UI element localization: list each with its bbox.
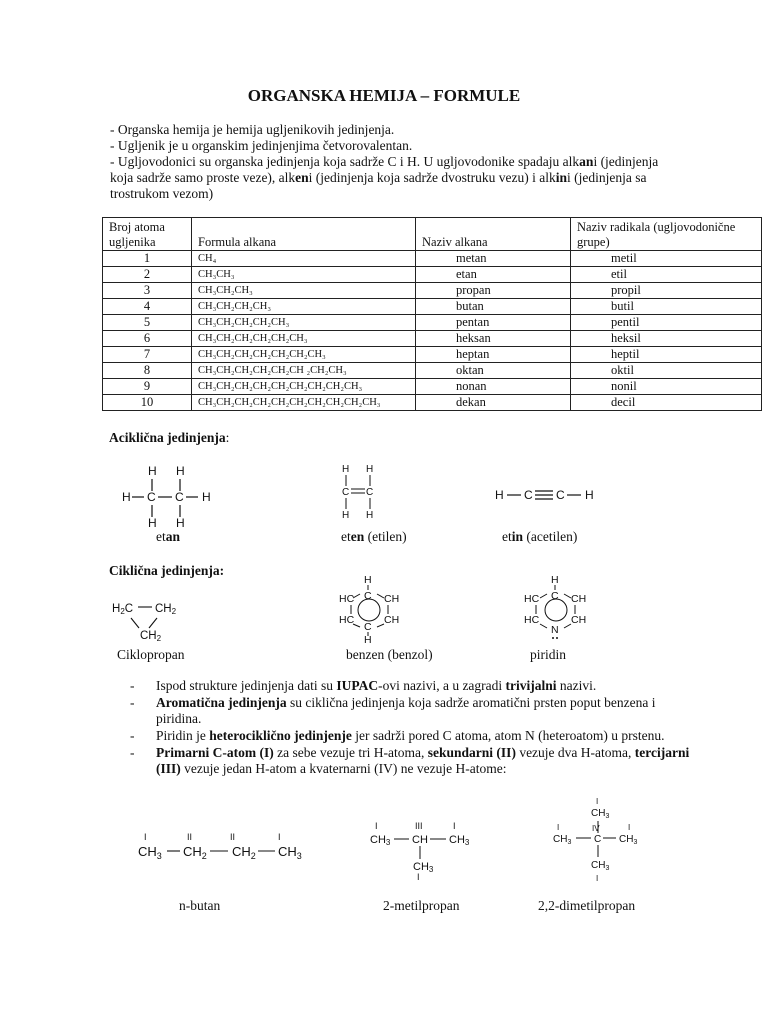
svg-text:CH3: $CH_3$ <box>553 834 572 846</box>
svg-text:H: H <box>366 510 374 521</box>
cyclic-heading: Ciklična jedinjenja: <box>109 563 225 578</box>
formula-cell: CH₄ <box>192 251 416 267</box>
cyclopropane-label: Ciklopropan <box>117 647 185 662</box>
svg-text:H2C: H2C <box>112 603 134 616</box>
table-row <box>103 379 762 395</box>
alkane-name-cell: pentan <box>416 315 571 331</box>
svg-text:IV: IV <box>592 824 600 833</box>
n-butane-structure <box>138 832 302 861</box>
carbon-count-cell: 9 <box>103 379 192 395</box>
carbon-count-cell: 1 <box>103 251 192 267</box>
svg-text:CH3: $CH_3$ <box>619 834 638 846</box>
svg-text:CH2: $CH_2$ <box>183 844 207 861</box>
radical-name-cell: metil <box>571 251 762 267</box>
svg-text:CH2: CH2 <box>155 603 177 616</box>
formula-cell: CH₃CH₂CH₂CH₂CH₂CH₂CH₃ <box>192 347 416 363</box>
cyclic-structures <box>105 572 635 650</box>
header-alkane-name: Naziv alkana <box>416 218 571 251</box>
radical-name-cell: oktil <box>571 363 762 379</box>
svg-text:CH3: $CH_3$ <box>278 844 302 861</box>
svg-text:HC: HC <box>524 614 540 626</box>
carbon-count-cell: 5 <box>103 315 192 331</box>
table-row <box>103 315 762 331</box>
svg-text:I: I <box>417 872 420 882</box>
alkane-name-cell: etan <box>416 267 571 283</box>
svg-text:CH3: $CH_3$ <box>138 844 162 861</box>
methylpropane-label: 2-metilpropan <box>383 898 460 913</box>
svg-text:I: I <box>453 821 456 831</box>
svg-text:I: I <box>596 797 599 806</box>
formula-cell: CH₃CH₂CH₂CH₂CH₂CH ₂CH₂CH₃ <box>192 363 416 379</box>
svg-text:H: H <box>342 464 350 475</box>
carbon-count-cell: 2 <box>103 267 192 283</box>
pyridine-structure <box>524 574 586 639</box>
svg-text:C: C <box>524 488 533 502</box>
ethene-structure <box>342 464 373 521</box>
alkane-name-cell: butan <box>416 299 571 315</box>
ethane-structure <box>122 464 211 530</box>
n-butane-label: n-butan <box>179 898 221 913</box>
pyridine-label: piridin <box>530 647 566 662</box>
radical-name-cell: etil <box>571 267 762 283</box>
formula-cell: CH₃CH₃ <box>192 267 416 283</box>
svg-text:H: H <box>176 516 185 530</box>
table-row <box>103 283 762 299</box>
svg-text:HC: HC <box>524 593 540 605</box>
page-title: ORGANSKA HEMIJA – FORMULE <box>247 86 521 105</box>
dimethylpropane-structure <box>553 797 637 883</box>
carbon-count-cell: 6 <box>103 331 192 347</box>
carbon-count-cell: 10 <box>103 395 192 411</box>
header-radical-name: Naziv radikala (ugljovodonične grupe) <box>571 218 762 251</box>
benzene-structure <box>339 574 399 646</box>
header-carbon-count: Broj atoma ugljenika <box>103 218 192 251</box>
carbon-count-cell: 3 <box>103 283 192 299</box>
svg-text:I: I <box>557 823 560 832</box>
formula-cell: CH₃CH₂CH₂CH₂CH₂CH₂CH₂CH₂CH₂CH₃ <box>192 395 416 411</box>
acyclic-structures <box>110 460 670 530</box>
svg-text:C: C <box>594 834 602 845</box>
svg-text:HC: HC <box>339 593 355 605</box>
svg-text:C: C <box>175 490 184 504</box>
radical-name-cell: propil <box>571 283 762 299</box>
svg-text:CH3: CH3 <box>370 834 391 847</box>
svg-text:CH3: $CH_3$ <box>591 808 610 820</box>
note-aromatic: - Aromatična jedinjenja su ciklična jedinjenja koja sadrže aromatični prsten poput benzena i piridina. <box>130 695 690 727</box>
carbon-type-structures <box>130 795 690 885</box>
svg-text:CH: CH <box>412 834 428 846</box>
svg-text:C: C <box>551 590 559 602</box>
intro-line-3: - Ugljovodonici su organska jedinjenja koja sadrže C i H. U ugljovodonike spadaju alkani (jedinjenja koja sadrže samo proste veze), alkeni (jedinjenja koja sadrže dvostruku vezu) i alkini (jedinjenja sa trostrukom vezom) <box>110 154 659 201</box>
svg-text:C: C <box>556 488 565 502</box>
radical-name-cell: pentil <box>571 315 762 331</box>
svg-text:H: H <box>495 488 504 502</box>
table-header-row <box>103 218 762 251</box>
svg-text:CH: CH <box>384 614 400 626</box>
table-row <box>103 363 762 379</box>
carbon-count-cell: 8 <box>103 363 192 379</box>
alkane-name-cell: oktan <box>416 363 571 379</box>
svg-text:HC: HC <box>339 614 355 626</box>
svg-text:CH2: $CH_2$ <box>232 844 256 861</box>
svg-text:C: C <box>364 621 372 633</box>
table-row <box>103 251 762 267</box>
svg-text:H: H <box>551 574 559 586</box>
notes-list <box>130 678 690 778</box>
carbon-count-cell: 7 <box>103 347 192 363</box>
svg-text:H: H <box>585 488 594 502</box>
alkane-name-cell: dekan <box>416 395 571 411</box>
svg-text:C: C <box>147 490 156 504</box>
radical-name-cell: nonil <box>571 379 762 395</box>
ethyne-label: etin (acetilen) <box>502 529 578 544</box>
ethene-label: eten (etilen) <box>341 529 407 544</box>
svg-text:H: H <box>342 510 350 521</box>
formula-cell: CH₃CH₂CH₃ <box>192 283 416 299</box>
alkane-name-cell: nonan <box>416 379 571 395</box>
ethyne-structure <box>495 488 594 502</box>
table-row <box>103 267 762 283</box>
svg-text:CH3: CH3 <box>449 834 470 847</box>
benzene-label: benzen (benzol) <box>346 647 433 662</box>
svg-text:C: C <box>364 590 372 602</box>
table-row <box>103 395 762 411</box>
note-iupac: - Ispod strukture jedinjenja dati su IUPAC-ovi nazivi, a u zagradi trivijalni nazivi. <box>130 678 690 694</box>
alkane-name-cell: heksan <box>416 331 571 347</box>
svg-text:III: III <box>415 821 423 831</box>
svg-text:H: H <box>364 574 372 586</box>
formula-cell: CH₃CH₂CH₂CH₂CH₃ <box>192 315 416 331</box>
ethane-label: etan <box>156 529 181 544</box>
table-row <box>103 299 762 315</box>
cyclopropane-structure <box>112 603 177 643</box>
svg-text:H: H <box>364 634 372 646</box>
header-formula: Formula alkana <box>192 218 416 251</box>
formula-cell: CH₃CH₂CH₂CH₂CH₂CH₂CH₂CH₂CH₃ <box>192 379 416 395</box>
carbon-count-cell: 4 <box>103 299 192 315</box>
intro-text <box>110 122 670 202</box>
intro-line-1: - Organska hemija je hemija ugljenikovih jedinjenja. <box>110 122 395 137</box>
svg-text:CH2: CH2 <box>140 630 162 643</box>
svg-text:II: II <box>230 832 236 842</box>
acyclic-heading: Aciklična jedinjenja: <box>109 430 230 445</box>
alkane-name-cell: heptan <box>416 347 571 363</box>
radical-name-cell: butil <box>571 299 762 315</box>
formula-cell: CH₃CH₂CH₂CH₂CH₂CH₃ <box>192 331 416 347</box>
alkane-name-cell: propan <box>416 283 571 299</box>
svg-text:CH3: CH3 <box>413 861 434 874</box>
svg-text:H: H <box>176 464 185 478</box>
svg-text:N: N <box>551 624 559 636</box>
svg-text:I: I <box>144 832 147 842</box>
svg-text:II: II <box>187 832 193 842</box>
svg-text:CH3: $CH_3$ <box>591 860 610 872</box>
note-carbon-types: - Primarni C-atom (I) za sebe vezuje tri H-atoma, sekundarni (II) vezuje dva H-atoma, tercijarni (III) vezuje jedan H-atom a kvaternarni (IV) ne vezuje H-atome: <box>130 745 690 777</box>
radical-name-cell: heptil <box>571 347 762 363</box>
svg-text:CH: CH <box>571 614 587 626</box>
svg-text:I: I <box>628 823 631 832</box>
svg-text:I: I <box>596 874 599 883</box>
note-pyridine: - Piridin je heterociklično jedinjenje jer sadrži pored C atoma, atom N (heteroatom) u prstenu. <box>130 728 690 744</box>
svg-text:H: H <box>202 490 211 504</box>
svg-text:H: H <box>366 464 374 475</box>
svg-text:C: C <box>342 487 350 498</box>
alkane-name-cell: metan <box>416 251 571 267</box>
intro-line-2: - Ugljenik je u organskim jedinjenjima četvorovalentan. <box>110 138 413 153</box>
alkane-table <box>102 217 762 411</box>
svg-text:H: H <box>148 464 157 478</box>
svg-text:H: H <box>122 490 131 504</box>
svg-text:I: I <box>375 821 378 831</box>
table-row <box>103 331 762 347</box>
dimethylpropane-label: 2,2-dimetilpropan <box>538 898 636 913</box>
radical-name-cell: heksil <box>571 331 762 347</box>
formula-cell: CH₃CH₂CH₂CH₃ <box>192 299 416 315</box>
svg-text:H: H <box>148 516 157 530</box>
radical-name-cell: decil <box>571 395 762 411</box>
svg-text:CH: CH <box>571 593 587 605</box>
table-row <box>103 347 762 363</box>
svg-text:C: C <box>366 487 374 498</box>
svg-text:I: I <box>278 832 281 842</box>
methylpropane-structure <box>370 821 470 882</box>
svg-text:CH: CH <box>384 593 400 605</box>
